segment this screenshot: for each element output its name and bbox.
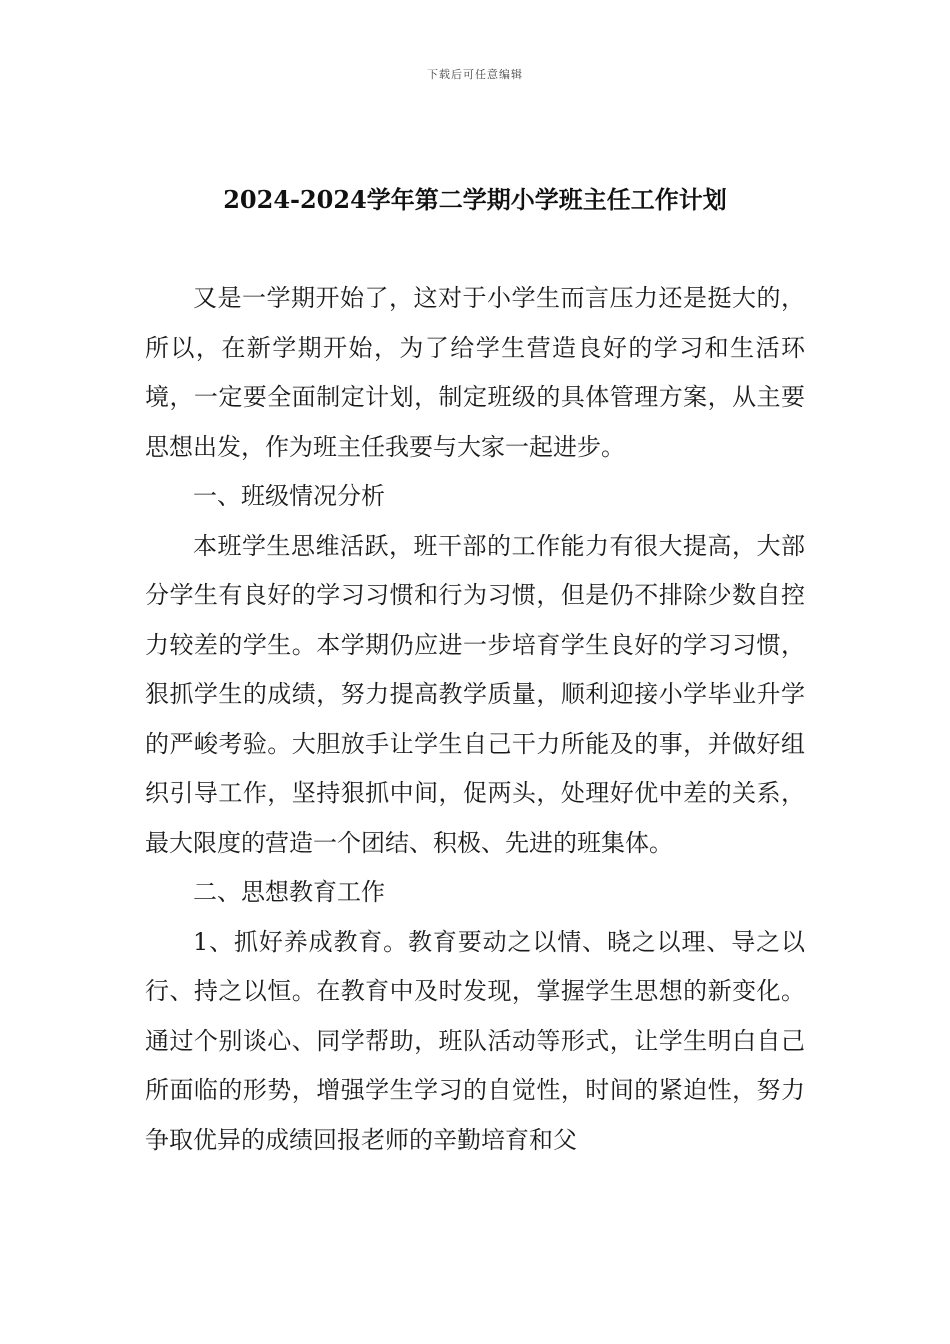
document-title: 2024-2024学年第二学期小学班主任工作计划: [223, 185, 727, 214]
header-note: 下载后可任意编辑: [427, 68, 523, 81]
section-heading-ideological-education: 二、思想教育工作: [193, 878, 385, 906]
section-heading-class-analysis: 一、班级情况分析: [193, 482, 385, 510]
paragraph-habit-education: 1、抓好养成教育。教育要动之以情、晓之以理、导之以行、持之以恒。在教育中及时发现，掌握学生思想的新变化。通过个别谈心、同学帮助，班队活动等形式，让学生明白自己所面临的形势，增强学生学习的自觉性，时间的紧迫性，努力争取优异的成绩回报老师的辛勤培育和父: [145, 927, 805, 1154]
document-body: [145, 274, 805, 1165]
paragraph-class-analysis: 本班学生思维活跃，班干部的工作能力有很大提高，大部分学生有良好的学习习惯和行为习惯，但是仍不排除少数自控力较差的学生。本学期仍应进一步培育学生良好的学习习惯，狠抓学生的成绩，努力提高教学质量，顺利迎接小学毕业升学的严峻考验。大胆放手让学生自己干力所能及的事，并做好组织引导工作，坚持狠抓中间，促两头，处理好优中差的关系，最大限度的营造一个团结、积极、先进的班集体。: [145, 531, 805, 857]
paragraph-intro: 又是一学期开始了，这对于小学生而言压力还是挺大的，所以，在新学期开始，为了给学生营造良好的学习和生活环境，一定要全面制定计划，制定班级的具体管理方案，从主要思想出发，作为班主任我要与大家一起进步。: [145, 284, 805, 461]
